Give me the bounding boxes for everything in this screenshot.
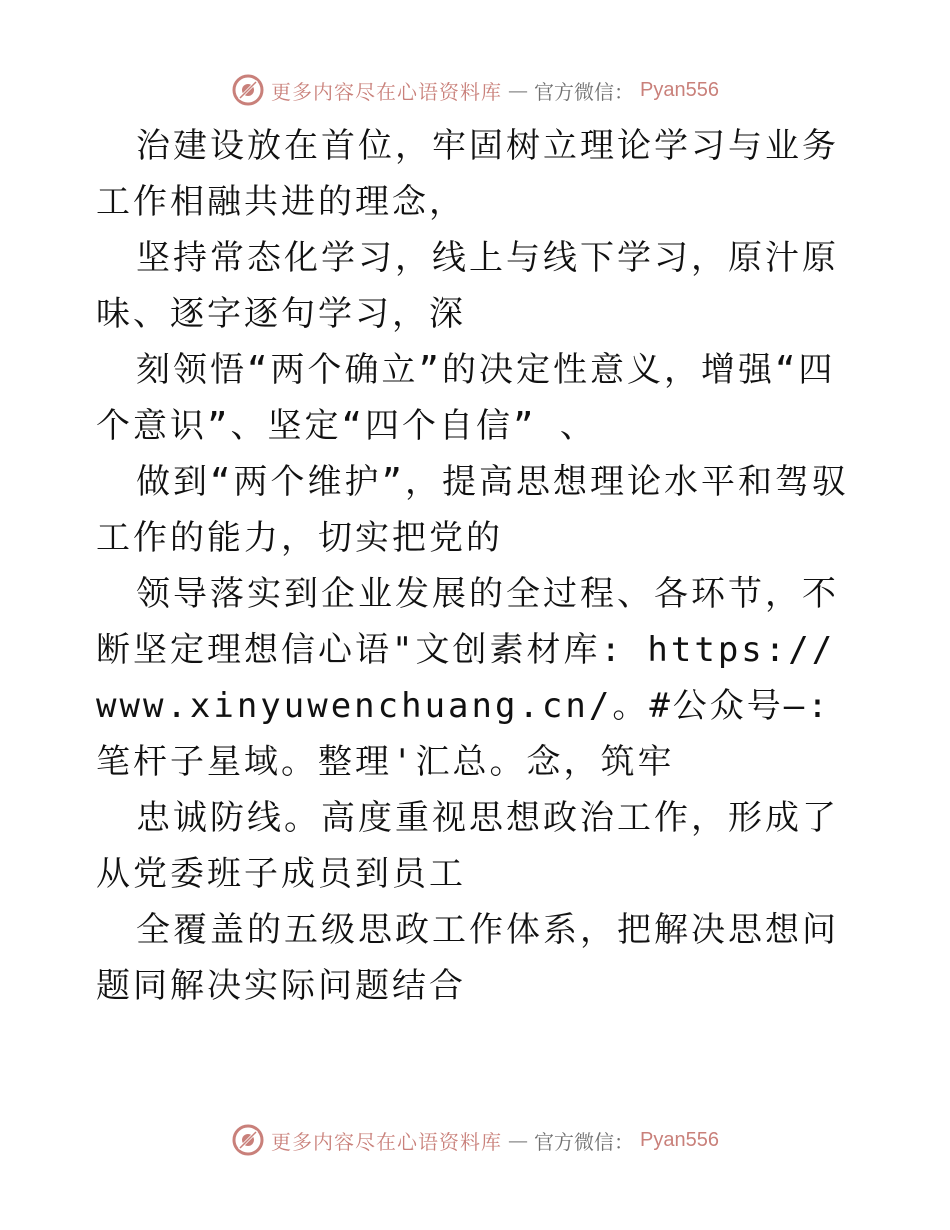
paragraph: 坚持常态化学习，线上与线下学习，原汁原味、逐字逐句学习，深 xyxy=(96,238,839,334)
pen-logo-icon xyxy=(231,1123,265,1157)
watermark-official-label: 官方微信： xyxy=(534,79,635,104)
paragraph: 领导落实到企业发展的全过程、各环节，不断坚定理想信心语"文创素材库: https:// xyxy=(96,574,839,670)
paragraph: 刻领悟“两个确立”的决定性意义，增强“四个意识”、坚定“四个自信” 、 xyxy=(96,350,836,446)
watermark-brand: 更多内容尽在心语资料库 xyxy=(271,1129,503,1154)
paragraph: 做到“两个维护”，提高思想理论水平和驾驭工作的能力，切实把党的 xyxy=(96,462,849,558)
footer-watermark xyxy=(0,1122,950,1158)
document-body xyxy=(96,118,856,1014)
watermark-dash: — xyxy=(508,78,529,102)
header-watermark xyxy=(0,72,950,108)
paragraph: 治建设放在首位，牢固树立理论学习与业务工作相融共进的理念， xyxy=(96,126,839,222)
watermark-official-label: 官方微信： xyxy=(534,1129,635,1154)
watermark-wechat-id: Pyan556 xyxy=(640,1128,719,1151)
watermark-wechat-id: Pyan556 xyxy=(640,78,719,101)
paragraph: 全覆盖的五级思政工作体系，把解决思想问题同解决实际问题结合 xyxy=(96,910,839,1006)
watermark-dash: — xyxy=(508,1128,529,1152)
pen-logo-icon xyxy=(231,73,265,107)
paragraph: 忠诚防线。高度重视思想政治工作，形成了从党委班子成员到员工 xyxy=(96,798,839,894)
paragraph: www.xinyuwenchuang.cn/。#公众号—: 笔杆子星域。整理'汇总。念，筑牢 xyxy=(96,686,831,782)
watermark-brand: 更多内容尽在心语资料库 xyxy=(271,79,503,104)
